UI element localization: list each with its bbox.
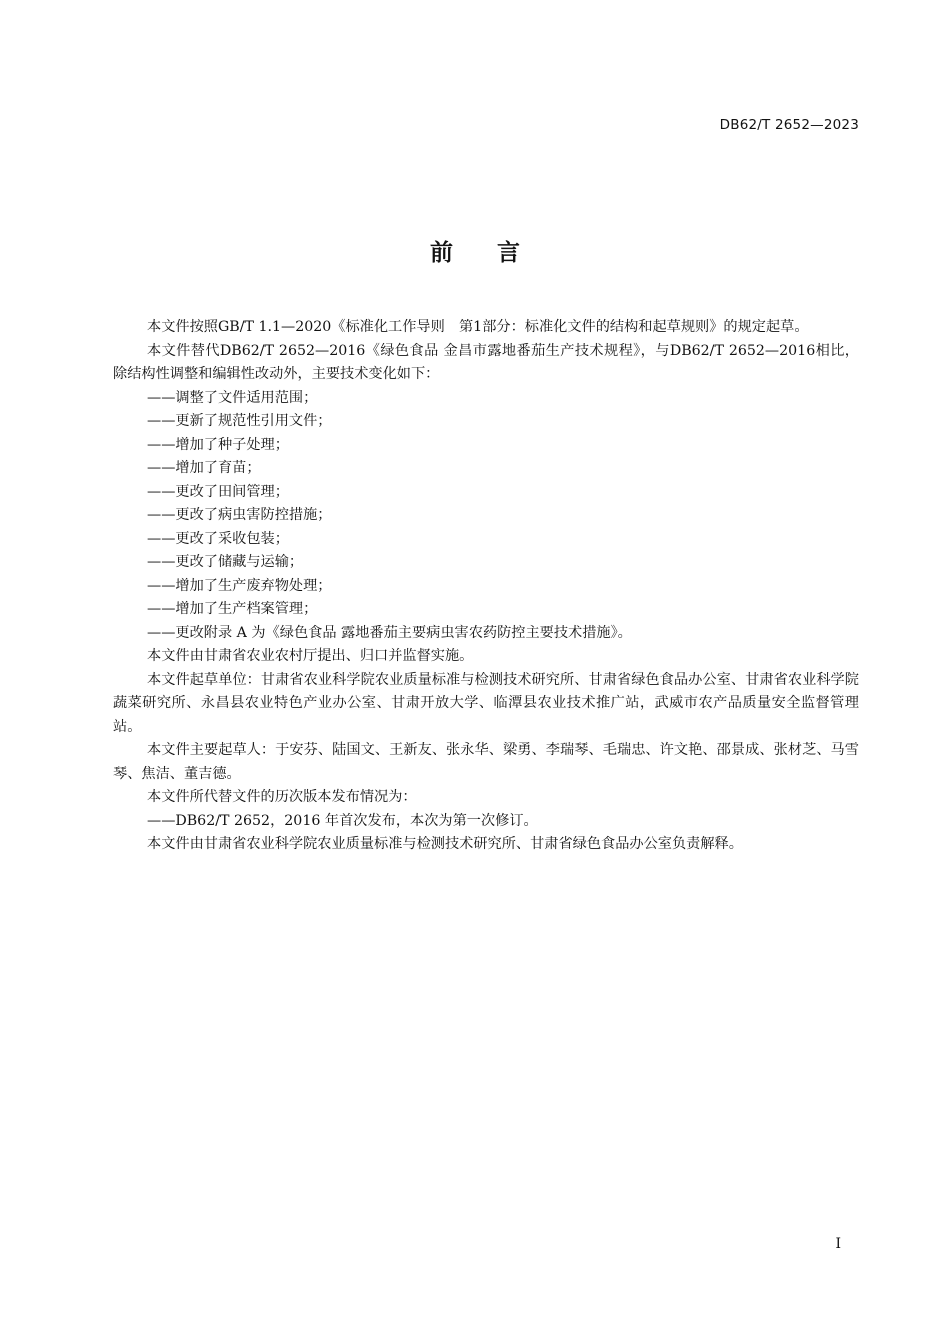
change-item: ——更改了储藏与运输； — [147, 554, 304, 570]
change-item: ——增加了生产档案管理； — [147, 601, 318, 617]
paragraph-drafting-units: 本文件起草单位：甘肃省农业科学院农业质量标准与检测技术研究所、甘肃省绿色食品办公室、甘肃省农业科学院蔬菜研究所、永昌县农业特色产业办公室、甘肃开放大学、临潭县农业技术推广站，武威市农产品质量安全监督管理站。 — [113, 671, 859, 735]
change-item: ——更改附录 A 为《绿色食品 露地番茄主要病虫害农药防控主要技术措施》。 — [147, 624, 632, 641]
paragraph-history-intro: 本文件所代替文件的历次版本发布情况为： — [147, 789, 417, 805]
change-item: ——增加了种子处理； — [147, 436, 289, 453]
paragraph-replacement: 本文件替代DB62/T 2652—2016《绿色食品 金昌市露地番茄生产技术规程》，与DB62/T 2652—2016相比，除结构性调整和编辑性改动外，主要技术变化如下： — [113, 342, 859, 382]
page-title: 前言 — [430, 240, 564, 266]
document-code: DB62/T 2652—2023 — [719, 117, 859, 133]
paragraph-interpretation: 本文件由甘肃省农业科学院农业质量标准与检测技术研究所、甘肃省绿色食品办公室负责解释。 — [147, 836, 743, 852]
change-item: ——更改了病虫害防控措施； — [147, 507, 332, 523]
change-item: ——更新了规范性引用文件； — [147, 413, 332, 429]
change-item: ——增加了育苗； — [147, 460, 261, 476]
change-item: ——更改了田间管理； — [147, 483, 289, 500]
history-item: ——DB62/T 2652，2016 年首次发布，本次为第一次修订。 — [147, 812, 538, 829]
page-number: I — [835, 1236, 841, 1252]
foreword-body — [113, 316, 859, 857]
paragraph-drafters: 本文件主要起草人：于安芬、陆国文、王新友、张永华、梁勇、李瑞琴、毛瑞忠、许文艳、邵景成、张材芝、马雪琴、焦洁、董吉德。 — [113, 742, 859, 782]
change-item: ——更改了采收包装； — [147, 530, 289, 547]
change-item: ——调整了文件适用范围； — [147, 389, 318, 406]
paragraph-drafting-basis: 本文件按照GB/T 1.1—2020《标准化工作导则 第1部分：标准化文件的结构和起草规则》的规定起草。 — [147, 319, 809, 335]
change-item: ——增加了生产废弃物处理； — [147, 577, 332, 594]
paragraph-proposer: 本文件由甘肃省农业农村厅提出、归口并监督实施。 — [147, 648, 474, 664]
